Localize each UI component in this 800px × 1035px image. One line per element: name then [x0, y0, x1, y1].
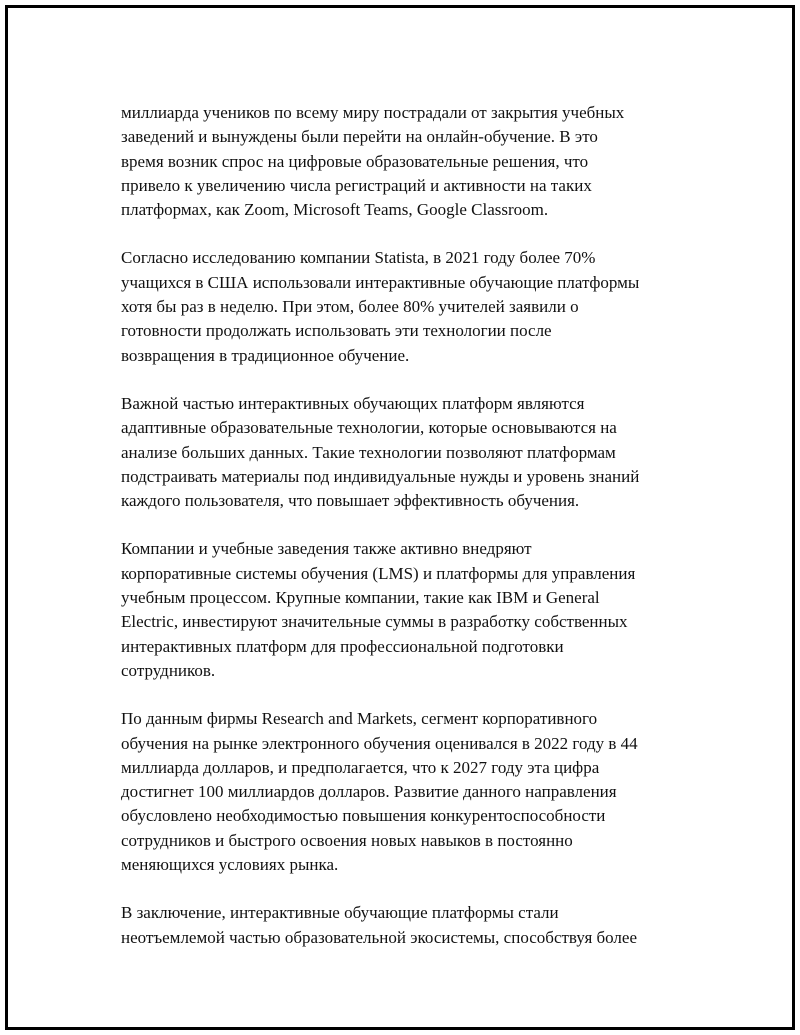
- text-line: корпоративные системы обучения (LMS) и платформы для управления: [121, 563, 636, 583]
- text-line: В заключение, интерактивные обучающие платформы стали: [121, 903, 559, 923]
- text-line: готовности продолжать использовать эти технологии после: [121, 321, 552, 341]
- text-line: Важной частью интерактивных обучающих платформ являются: [121, 393, 585, 413]
- text-line: хотя бы раз в неделю. При этом, более 80% учителей заявили о: [121, 297, 579, 317]
- text-line: Компании и учебные заведения также активно внедряют: [121, 539, 532, 559]
- text-line: миллиарда учеников по всему миру пострадали от закрытия учебных: [121, 103, 625, 122]
- text-line: неотъемлемой частью образовательной экосистемы, способствуя более: [121, 927, 638, 947]
- text-line: заведений и вынуждены были перейти на онлайн-обучение. В это: [121, 127, 598, 147]
- text-line: привело к увеличению числа регистраций и активности на таких: [121, 175, 592, 195]
- text-line: платформах, как Zoom, Microsoft Teams, Google Classroom.: [121, 200, 549, 220]
- text-line: анализе больших данных. Такие технологии позволяют платформам: [121, 442, 616, 462]
- text-line: адаптивные образовательные технологии, которые основываются на: [121, 418, 617, 438]
- text-line: интерактивных платформ для профессиональной подготовки: [121, 636, 564, 656]
- text-line: обучения на рынке электронного обучения оценивался в 2022 году в 44: [121, 733, 638, 753]
- text-line: каждого пользователя, что повышает эффективность обучения.: [121, 491, 580, 511]
- paragraph-2: [121, 246, 696, 367]
- paragraph-3: [121, 392, 696, 513]
- paragraph-5: [121, 707, 696, 877]
- text-line: сотрудников.: [121, 660, 216, 680]
- text-line: меняющихся условиях рынка.: [121, 855, 339, 875]
- text-line: возвращения в традиционное обучение.: [121, 345, 410, 365]
- paragraph-4: [121, 537, 696, 683]
- text-line: Согласно исследованию компании Statista, в 2021 году более 70%: [121, 248, 596, 268]
- text-line: По данным фирмы Research and Markets, сегмент корпоративного: [121, 709, 598, 729]
- paragraph-1: [121, 101, 696, 222]
- document-body: [121, 101, 696, 974]
- text-line: учащихся в США использовали интерактивные обучающие платформы: [121, 272, 640, 292]
- text-line: обусловлено необходимостью повышения конкурентоспособности: [121, 806, 606, 826]
- text-line: Electric, инвестируют значительные суммы в разработку собственных: [121, 612, 628, 632]
- text-line: сотрудников и быстрого освоения новых навыков в постоянно: [121, 830, 573, 850]
- document-page: [5, 5, 795, 1030]
- text-line: достигнет 100 миллиардов долларов. Развитие данного направления: [121, 782, 617, 802]
- text-line: учебным процессом. Крупные компании, такие как IBM и General: [121, 588, 600, 608]
- paragraph-6: [121, 901, 696, 950]
- text-line: миллиарда долларов, и предполагается, что к 2027 году эта цифра: [121, 757, 600, 777]
- text-line: подстраивать материалы под индивидуальные нужды и уровень знаний: [121, 466, 640, 486]
- text-line: время возник спрос на цифровые образовательные решения, что: [121, 151, 589, 171]
